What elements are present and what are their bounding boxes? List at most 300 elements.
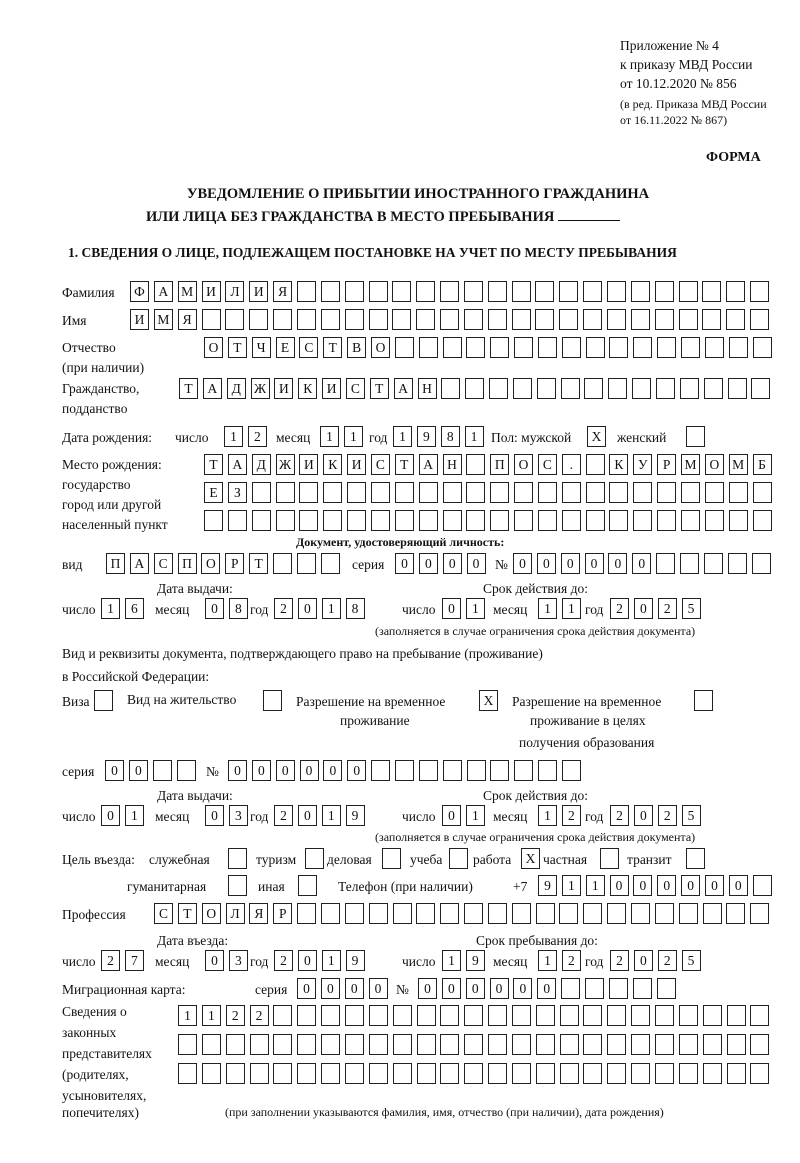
- char-cell[interactable]: [655, 1005, 674, 1026]
- char-cell[interactable]: С: [538, 454, 557, 475]
- doc-valid-year[interactable]: [610, 598, 705, 620]
- purpose-other-checkbox[interactable]: [298, 875, 322, 897]
- char-cell[interactable]: [464, 281, 483, 302]
- char-cell[interactable]: [443, 482, 462, 503]
- char-cell[interactable]: [609, 978, 628, 999]
- representatives-line2[interactable]: [178, 1034, 774, 1056]
- char-cell[interactable]: [679, 281, 698, 302]
- char-cell[interactable]: [705, 510, 724, 531]
- entry-month[interactable]: [205, 950, 253, 972]
- representatives-line1[interactable]: [178, 1005, 774, 1027]
- char-cell[interactable]: 1: [125, 805, 144, 826]
- char-cell[interactable]: [345, 1034, 364, 1055]
- char-cell[interactable]: 0: [513, 978, 532, 999]
- char-cell[interactable]: [440, 1005, 459, 1026]
- char-cell[interactable]: [273, 1005, 292, 1026]
- migration-number-field[interactable]: [418, 978, 680, 1000]
- char-cell[interactable]: [703, 903, 722, 924]
- char-cell[interactable]: [679, 903, 698, 924]
- char-cell[interactable]: 1: [322, 805, 341, 826]
- stay-issue-month[interactable]: [205, 805, 253, 827]
- char-cell[interactable]: 0: [276, 760, 295, 781]
- char-cell[interactable]: [633, 510, 652, 531]
- char-cell[interactable]: [371, 510, 390, 531]
- char-cell[interactable]: [417, 1063, 436, 1084]
- char-cell[interactable]: [395, 482, 414, 503]
- char-cell[interactable]: К: [298, 378, 317, 399]
- entry-day[interactable]: [101, 950, 149, 972]
- char-cell[interactable]: 1: [202, 1005, 221, 1026]
- char-cell[interactable]: [202, 1034, 221, 1055]
- char-cell[interactable]: 1: [538, 598, 557, 619]
- char-cell[interactable]: [655, 309, 674, 330]
- char-cell[interactable]: [440, 1034, 459, 1055]
- char-cell[interactable]: 9: [346, 805, 365, 826]
- char-cell[interactable]: [514, 760, 533, 781]
- stay-until-month[interactable]: [538, 950, 586, 972]
- checkbox-cell[interactable]: [600, 848, 619, 869]
- char-cell[interactable]: [633, 978, 652, 999]
- char-cell[interactable]: Е: [204, 482, 223, 503]
- char-cell[interactable]: [395, 760, 414, 781]
- char-cell[interactable]: [514, 510, 533, 531]
- char-cell[interactable]: 0: [610, 875, 629, 896]
- char-cell[interactable]: [417, 1005, 436, 1026]
- char-cell[interactable]: [631, 1034, 650, 1055]
- char-cell[interactable]: 5: [682, 805, 701, 826]
- char-cell[interactable]: [631, 1063, 650, 1084]
- char-cell[interactable]: [559, 903, 578, 924]
- char-cell[interactable]: [443, 510, 462, 531]
- char-cell[interactable]: [297, 281, 316, 302]
- char-cell[interactable]: [753, 510, 772, 531]
- char-cell[interactable]: [631, 1005, 650, 1026]
- char-cell[interactable]: [323, 510, 342, 531]
- char-cell[interactable]: 1: [562, 598, 581, 619]
- char-cell[interactable]: [321, 1005, 340, 1026]
- char-cell[interactable]: 0: [252, 760, 271, 781]
- char-cell[interactable]: [750, 1005, 769, 1026]
- char-cell[interactable]: [655, 903, 674, 924]
- char-cell[interactable]: Ж: [251, 378, 270, 399]
- char-cell[interactable]: 0: [681, 875, 700, 896]
- char-cell[interactable]: 6: [125, 598, 144, 619]
- char-cell[interactable]: 8: [229, 598, 248, 619]
- char-cell[interactable]: С: [299, 337, 318, 358]
- char-cell[interactable]: [560, 1063, 579, 1084]
- char-cell[interactable]: 0: [608, 553, 627, 574]
- char-cell[interactable]: [226, 1063, 245, 1084]
- stay-issue-day[interactable]: [101, 805, 149, 827]
- char-cell[interactable]: [465, 378, 484, 399]
- char-cell[interactable]: 2: [274, 950, 293, 971]
- checkbox-cell[interactable]: X: [587, 426, 606, 447]
- birth-year-field[interactable]: [393, 426, 488, 448]
- char-cell[interactable]: 0: [101, 805, 120, 826]
- char-cell[interactable]: 8: [441, 426, 460, 447]
- char-cell[interactable]: [536, 1005, 555, 1026]
- char-cell[interactable]: [680, 378, 699, 399]
- char-cell[interactable]: [680, 553, 699, 574]
- char-cell[interactable]: [177, 760, 196, 781]
- char-cell[interactable]: 0: [369, 978, 388, 999]
- char-cell[interactable]: Д: [252, 454, 271, 475]
- residence-permit-checkbox[interactable]: [263, 690, 287, 712]
- char-cell[interactable]: [583, 1034, 602, 1055]
- purpose-transit-checkbox[interactable]: [686, 848, 710, 870]
- doc-kind-field[interactable]: [106, 553, 345, 575]
- char-cell[interactable]: [466, 454, 485, 475]
- char-cell[interactable]: Т: [395, 454, 414, 475]
- checkbox-cell[interactable]: [228, 848, 247, 869]
- char-cell[interactable]: [632, 378, 651, 399]
- char-cell[interactable]: 0: [467, 553, 486, 574]
- char-cell[interactable]: [464, 1034, 483, 1055]
- char-cell[interactable]: А: [154, 281, 173, 302]
- char-cell[interactable]: Т: [179, 378, 198, 399]
- doc-valid-day[interactable]: [442, 598, 490, 620]
- char-cell[interactable]: И: [130, 309, 149, 330]
- birthplace-line1[interactable]: [204, 454, 776, 476]
- char-cell[interactable]: [419, 337, 438, 358]
- char-cell[interactable]: [703, 1034, 722, 1055]
- char-cell[interactable]: [489, 378, 508, 399]
- char-cell[interactable]: И: [249, 281, 268, 302]
- char-cell[interactable]: [561, 978, 580, 999]
- char-cell[interactable]: 0: [705, 875, 724, 896]
- char-cell[interactable]: 7: [125, 950, 144, 971]
- char-cell[interactable]: 2: [658, 950, 677, 971]
- char-cell[interactable]: [633, 482, 652, 503]
- char-cell[interactable]: [583, 281, 602, 302]
- char-cell[interactable]: [297, 309, 316, 330]
- stay-valid-year[interactable]: [610, 805, 705, 827]
- char-cell[interactable]: [561, 378, 580, 399]
- char-cell[interactable]: 0: [419, 553, 438, 574]
- char-cell[interactable]: [153, 760, 172, 781]
- phone-field[interactable]: [538, 875, 777, 897]
- char-cell[interactable]: [703, 1063, 722, 1084]
- char-cell[interactable]: Л: [226, 903, 245, 924]
- char-cell[interactable]: [299, 482, 318, 503]
- char-cell[interactable]: 1: [344, 426, 363, 447]
- char-cell[interactable]: [488, 903, 507, 924]
- char-cell[interactable]: 1: [322, 598, 341, 619]
- char-cell[interactable]: [299, 510, 318, 531]
- char-cell[interactable]: [464, 903, 483, 924]
- char-cell[interactable]: П: [106, 553, 125, 574]
- char-cell[interactable]: [726, 309, 745, 330]
- char-cell[interactable]: [464, 1005, 483, 1026]
- char-cell[interactable]: 2: [274, 598, 293, 619]
- edu-residence-checkbox[interactable]: [694, 690, 718, 712]
- char-cell[interactable]: [202, 1063, 221, 1084]
- char-cell[interactable]: 0: [442, 805, 461, 826]
- char-cell[interactable]: Т: [249, 553, 268, 574]
- char-cell[interactable]: [726, 903, 745, 924]
- migration-series-field[interactable]: [297, 978, 392, 1000]
- char-cell[interactable]: [535, 281, 554, 302]
- char-cell[interactable]: [584, 378, 603, 399]
- char-cell[interactable]: [276, 510, 295, 531]
- char-cell[interactable]: [559, 309, 578, 330]
- char-cell[interactable]: [393, 1005, 412, 1026]
- char-cell[interactable]: У: [633, 454, 652, 475]
- citizenship-field[interactable]: [179, 378, 775, 400]
- purpose-service-checkbox[interactable]: [228, 848, 252, 870]
- char-cell[interactable]: 2: [658, 598, 677, 619]
- char-cell[interactable]: 1: [101, 598, 120, 619]
- char-cell[interactable]: [679, 1063, 698, 1084]
- char-cell[interactable]: Ж: [276, 454, 295, 475]
- char-cell[interactable]: И: [299, 454, 318, 475]
- char-cell[interactable]: 0: [347, 760, 366, 781]
- char-cell[interactable]: [345, 309, 364, 330]
- char-cell[interactable]: [252, 482, 271, 503]
- char-cell[interactable]: 8: [346, 598, 365, 619]
- char-cell[interactable]: [250, 1034, 269, 1055]
- char-cell[interactable]: [347, 510, 366, 531]
- checkbox-cell[interactable]: [228, 875, 247, 896]
- char-cell[interactable]: 9: [346, 950, 365, 971]
- char-cell[interactable]: [488, 1005, 507, 1026]
- char-cell[interactable]: [631, 903, 650, 924]
- checkbox-cell[interactable]: [382, 848, 401, 869]
- char-cell[interactable]: [609, 337, 628, 358]
- char-cell[interactable]: [345, 1063, 364, 1084]
- char-cell[interactable]: Д: [227, 378, 246, 399]
- char-cell[interactable]: [608, 378, 627, 399]
- char-cell[interactable]: 9: [466, 950, 485, 971]
- char-cell[interactable]: 5: [682, 598, 701, 619]
- char-cell[interactable]: [347, 482, 366, 503]
- char-cell[interactable]: С: [371, 454, 390, 475]
- char-cell[interactable]: [345, 903, 364, 924]
- char-cell[interactable]: К: [609, 454, 628, 475]
- char-cell[interactable]: [249, 309, 268, 330]
- char-cell[interactable]: 0: [632, 553, 651, 574]
- char-cell[interactable]: [655, 281, 674, 302]
- char-cell[interactable]: 0: [205, 805, 224, 826]
- char-cell[interactable]: [392, 309, 411, 330]
- char-cell[interactable]: [441, 378, 460, 399]
- char-cell[interactable]: С: [154, 553, 173, 574]
- doc-issue-day[interactable]: [101, 598, 149, 620]
- char-cell[interactable]: [512, 903, 531, 924]
- char-cell[interactable]: [228, 510, 247, 531]
- char-cell[interactable]: [512, 281, 531, 302]
- char-cell[interactable]: [538, 510, 557, 531]
- char-cell[interactable]: А: [394, 378, 413, 399]
- char-cell[interactable]: О: [705, 454, 724, 475]
- char-cell[interactable]: [703, 1005, 722, 1026]
- char-cell[interactable]: [681, 337, 700, 358]
- char-cell[interactable]: [369, 1063, 388, 1084]
- char-cell[interactable]: [297, 1005, 316, 1026]
- char-cell[interactable]: 0: [298, 598, 317, 619]
- char-cell[interactable]: [535, 309, 554, 330]
- char-cell[interactable]: И: [274, 378, 293, 399]
- char-cell[interactable]: 1: [466, 805, 485, 826]
- char-cell[interactable]: [562, 482, 581, 503]
- char-cell[interactable]: 0: [443, 553, 462, 574]
- char-cell[interactable]: [490, 482, 509, 503]
- char-cell[interactable]: [538, 337, 557, 358]
- char-cell[interactable]: [202, 309, 221, 330]
- birthplace-line3[interactable]: [204, 510, 776, 532]
- char-cell[interactable]: [536, 1063, 555, 1084]
- char-cell[interactable]: [512, 1005, 531, 1026]
- birth-month-field[interactable]: [320, 426, 368, 448]
- char-cell[interactable]: Ф: [130, 281, 149, 302]
- checkbox-cell[interactable]: [305, 848, 324, 869]
- char-cell[interactable]: 1: [562, 875, 581, 896]
- char-cell[interactable]: [536, 903, 555, 924]
- char-cell[interactable]: 0: [298, 805, 317, 826]
- char-cell[interactable]: [631, 309, 650, 330]
- char-cell[interactable]: Р: [657, 454, 676, 475]
- char-cell[interactable]: З: [228, 482, 247, 503]
- char-cell[interactable]: 2: [562, 950, 581, 971]
- char-cell[interactable]: [416, 281, 435, 302]
- char-cell[interactable]: 1: [178, 1005, 197, 1026]
- char-cell[interactable]: О: [371, 337, 390, 358]
- title-blank[interactable]: [558, 206, 620, 221]
- char-cell[interactable]: [369, 903, 388, 924]
- char-cell[interactable]: [321, 1063, 340, 1084]
- checkbox-cell[interactable]: [298, 875, 317, 896]
- char-cell[interactable]: [273, 553, 292, 574]
- char-cell[interactable]: [371, 760, 390, 781]
- char-cell[interactable]: [369, 1005, 388, 1026]
- char-cell[interactable]: [393, 1063, 412, 1084]
- char-cell[interactable]: [753, 337, 772, 358]
- char-cell[interactable]: [583, 1063, 602, 1084]
- char-cell[interactable]: [490, 760, 509, 781]
- char-cell[interactable]: 3: [229, 950, 248, 971]
- doc-issue-year[interactable]: [274, 598, 369, 620]
- char-cell[interactable]: М: [154, 309, 173, 330]
- char-cell[interactable]: [657, 978, 676, 999]
- char-cell[interactable]: [297, 1034, 316, 1055]
- char-cell[interactable]: 0: [418, 978, 437, 999]
- char-cell[interactable]: 2: [610, 950, 629, 971]
- char-cell[interactable]: Т: [178, 903, 197, 924]
- purpose-study-checkbox[interactable]: [449, 848, 473, 870]
- char-cell[interactable]: 0: [442, 978, 461, 999]
- char-cell[interactable]: К: [323, 454, 342, 475]
- name-field[interactable]: [130, 309, 774, 331]
- char-cell[interactable]: Т: [323, 337, 342, 358]
- char-cell[interactable]: 2: [610, 598, 629, 619]
- char-cell[interactable]: [440, 281, 459, 302]
- char-cell[interactable]: [419, 510, 438, 531]
- char-cell[interactable]: Я: [249, 903, 268, 924]
- char-cell[interactable]: [513, 378, 532, 399]
- char-cell[interactable]: 0: [634, 805, 653, 826]
- char-cell[interactable]: [727, 1063, 746, 1084]
- char-cell[interactable]: [369, 1034, 388, 1055]
- char-cell[interactable]: [609, 482, 628, 503]
- char-cell[interactable]: 2: [226, 1005, 245, 1026]
- char-cell[interactable]: [750, 903, 769, 924]
- char-cell[interactable]: [705, 337, 724, 358]
- char-cell[interactable]: 1: [586, 875, 605, 896]
- char-cell[interactable]: [440, 309, 459, 330]
- char-cell[interactable]: [345, 281, 364, 302]
- char-cell[interactable]: [393, 903, 412, 924]
- char-cell[interactable]: [178, 1063, 197, 1084]
- char-cell[interactable]: 0: [537, 553, 556, 574]
- char-cell[interactable]: [729, 337, 748, 358]
- char-cell[interactable]: [702, 309, 721, 330]
- char-cell[interactable]: [559, 281, 578, 302]
- char-cell[interactable]: Я: [178, 309, 197, 330]
- checkbox-cell[interactable]: X: [479, 690, 498, 711]
- char-cell[interactable]: [419, 760, 438, 781]
- char-cell[interactable]: [464, 309, 483, 330]
- char-cell[interactable]: 0: [395, 553, 414, 574]
- char-cell[interactable]: [273, 1034, 292, 1055]
- char-cell[interactable]: .: [562, 454, 581, 475]
- char-cell[interactable]: М: [681, 454, 700, 475]
- char-cell[interactable]: 0: [490, 978, 509, 999]
- checkbox-cell[interactable]: X: [521, 848, 540, 869]
- char-cell[interactable]: П: [490, 454, 509, 475]
- char-cell[interactable]: А: [419, 454, 438, 475]
- char-cell[interactable]: [586, 454, 605, 475]
- char-cell[interactable]: [562, 760, 581, 781]
- char-cell[interactable]: [178, 1034, 197, 1055]
- char-cell[interactable]: [729, 510, 748, 531]
- char-cell[interactable]: [656, 378, 675, 399]
- char-cell[interactable]: [321, 553, 340, 574]
- stay-number-field[interactable]: [228, 760, 586, 782]
- char-cell[interactable]: [750, 309, 769, 330]
- char-cell[interactable]: [679, 1034, 698, 1055]
- char-cell[interactable]: [466, 510, 485, 531]
- char-cell[interactable]: О: [202, 903, 221, 924]
- char-cell[interactable]: [562, 337, 581, 358]
- char-cell[interactable]: [443, 337, 462, 358]
- stay-until-year[interactable]: [610, 950, 705, 972]
- char-cell[interactable]: И: [347, 454, 366, 475]
- char-cell[interactable]: 0: [634, 950, 653, 971]
- stay-issue-year[interactable]: [274, 805, 369, 827]
- doc-number-field[interactable]: [513, 553, 775, 575]
- purpose-private-checkbox[interactable]: [600, 848, 624, 870]
- char-cell[interactable]: [512, 1034, 531, 1055]
- char-cell[interactable]: [681, 482, 700, 503]
- char-cell[interactable]: 0: [297, 978, 316, 999]
- char-cell[interactable]: [750, 1063, 769, 1084]
- char-cell[interactable]: [583, 903, 602, 924]
- char-cell[interactable]: Н: [418, 378, 437, 399]
- char-cell[interactable]: [704, 553, 723, 574]
- char-cell[interactable]: [560, 1005, 579, 1026]
- char-cell[interactable]: 2: [250, 1005, 269, 1026]
- char-cell[interactable]: [607, 1034, 626, 1055]
- char-cell[interactable]: П: [178, 553, 197, 574]
- temp-residence-checkbox[interactable]: [479, 690, 503, 712]
- doc-issue-month[interactable]: [205, 598, 253, 620]
- char-cell[interactable]: 0: [729, 875, 748, 896]
- entry-year[interactable]: [274, 950, 369, 972]
- char-cell[interactable]: [297, 553, 316, 574]
- char-cell[interactable]: Р: [225, 553, 244, 574]
- char-cell[interactable]: [607, 281, 626, 302]
- doc-series-field[interactable]: [395, 553, 490, 575]
